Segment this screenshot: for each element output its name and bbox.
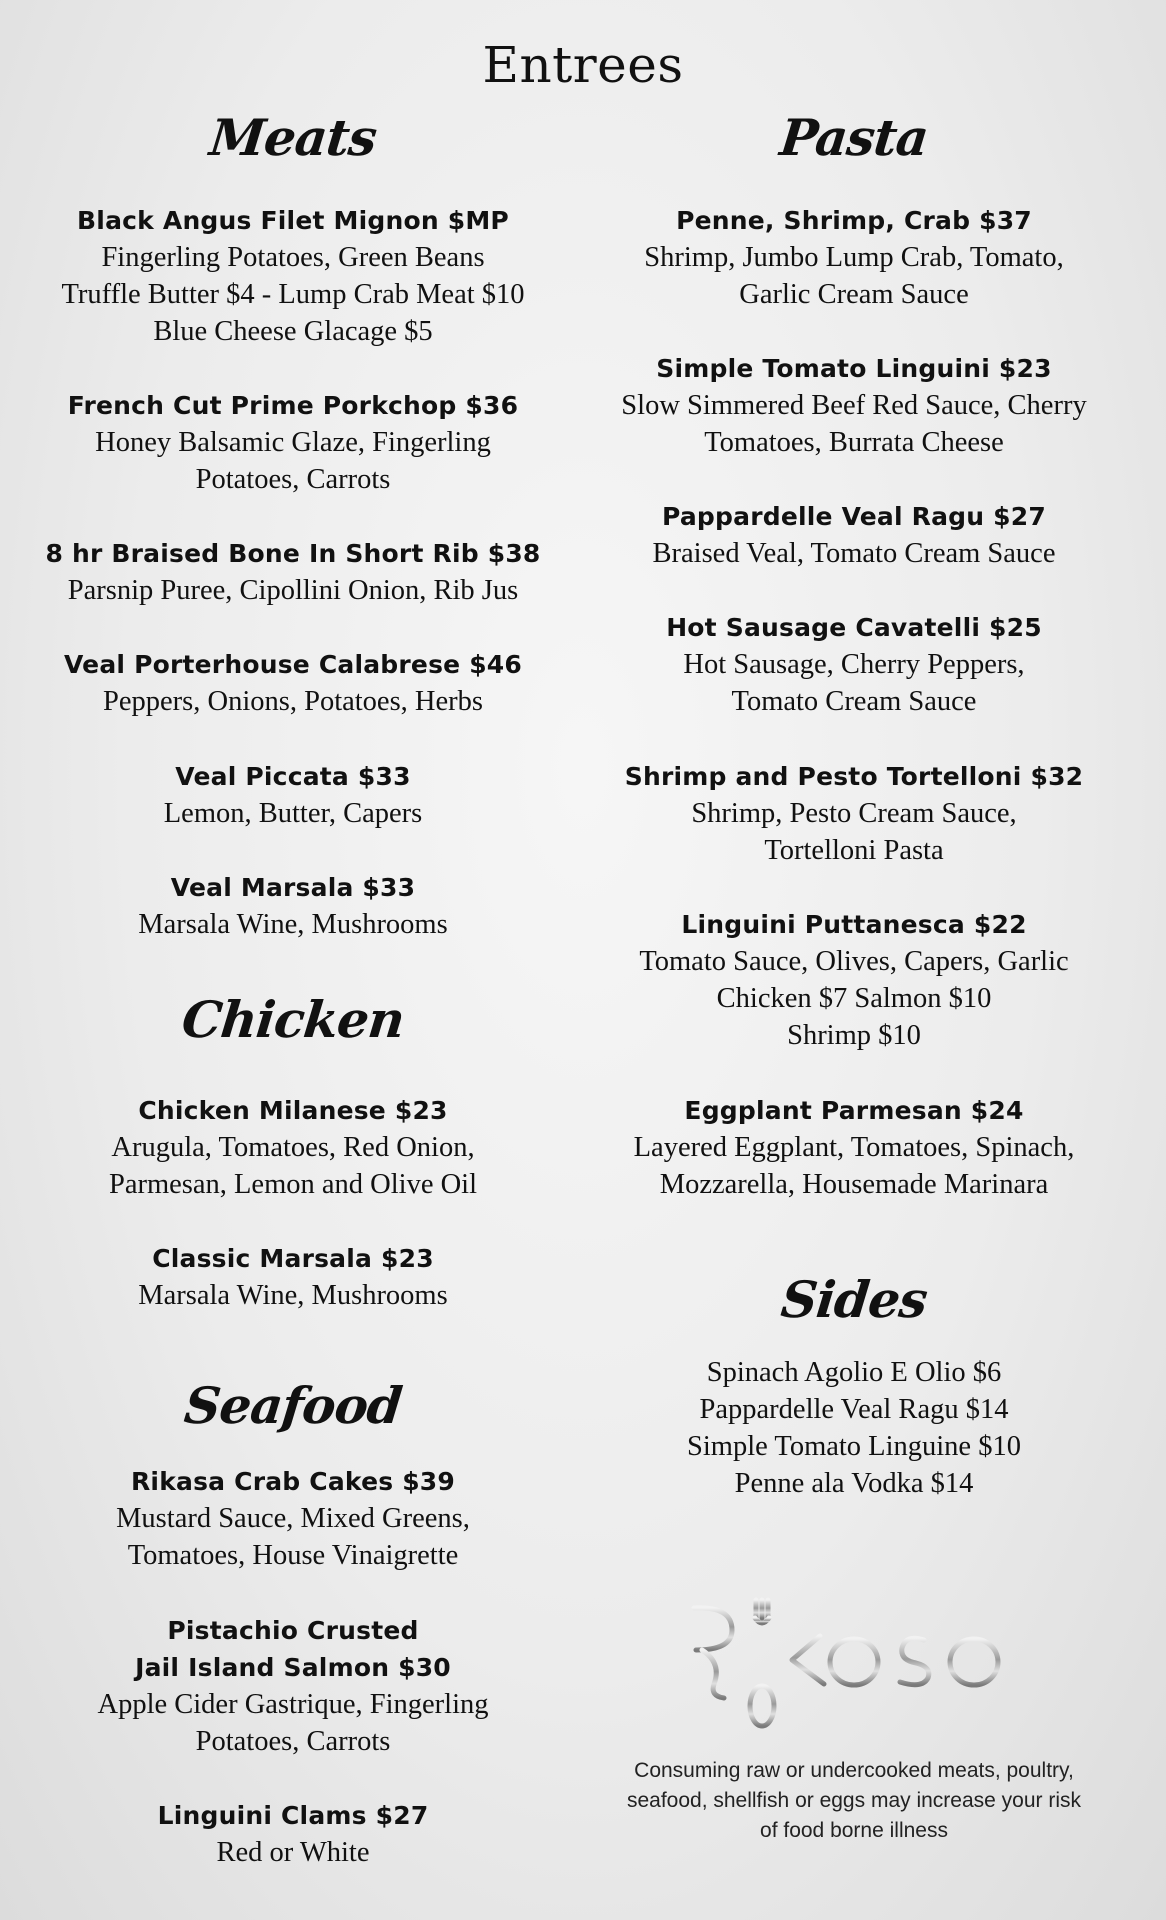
menu-item [584,350,1124,461]
list-item: Pappardelle Veal Ragu $14 [699,1394,1009,1425]
sides-heading: Sides [778,1270,930,1329]
item-desc: Shrimp $10 [787,1020,921,1051]
item-name: Hot Sausage Cavatelli $25 [666,613,1042,642]
item-name: Chicken Milanese $23 [138,1096,448,1125]
item-desc: Chicken $7 Salmon $10 [716,983,992,1014]
item-name: Classic Marsala $23 [152,1244,434,1273]
item-desc: Shrimp, Pesto Cream Sauce, [691,798,1017,829]
rikasa-logo [584,1588,1124,1738]
item-name: Penne, Shrimp, Crab $37 [676,206,1032,235]
menu-item [22,869,564,943]
item-name: Simple Tomato Linguini $23 [656,354,1052,383]
item-desc: Slow Simmered Beef Red Sauce, Cherry [621,390,1087,421]
menu-item [22,758,564,832]
item-name: Veal Porterhouse Calabrese $46 [63,650,522,679]
item-desc: Tomatoes, House Vinaigrette [127,1540,459,1571]
menu-item [22,387,564,498]
menu-item [22,1463,564,1574]
right-column [584,0,1124,1920]
item-name: Rikasa Crab Cakes $39 [130,1467,455,1496]
disclaimer-line: of food borne illness [760,1819,948,1842]
sides-list [584,1354,1124,1502]
item-name: Pistachio Crusted [167,1616,419,1645]
item-desc: Truffle Butter $4 - Lump Crab Meat $10 [61,279,525,310]
item-desc: Blue Cheese Glacage $5 [153,316,433,347]
pasta-heading: Pasta [777,108,931,167]
item-name: French Cut Prime Porkchop $36 [67,391,519,420]
menu-item [584,906,1124,1054]
menu-item [22,202,564,350]
item-desc: Potatoes, Carrots [195,1726,391,1757]
disclaimer-line: seafood, shellfish or eggs may increase your risk [626,1789,1082,1812]
item-name: Veal Piccata $33 [175,762,411,791]
logo-graphic [684,1588,1024,1738]
item-desc: Garlic Cream Sauce [739,279,969,310]
menu-item [22,646,564,720]
list-item: Penne ala Vodka $14 [734,1468,974,1499]
menu-item [584,202,1124,313]
item-desc: Honey Balsamic Glaze, Fingerling [95,427,491,458]
item-desc: Mustard Sauce, Mixed Greens, [116,1503,470,1534]
menu-item [22,1612,564,1760]
page-title: Entrees [482,36,684,94]
chicken-heading: Chicken [179,990,407,1049]
item-desc: Braised Veal, Tomato Cream Sauce [652,538,1056,569]
item-desc: Red or White [216,1837,370,1868]
item-name: 8 hr Braised Bone In Short Rib $38 [45,539,541,568]
item-name: Jail Island Salmon $30 [135,1653,451,1682]
item-desc: Tortelloni Pasta [764,835,944,866]
item-desc: Marsala Wine, Mushrooms [138,909,448,940]
item-name: Black Angus Filet Mignon $MP [77,206,509,235]
item-desc: Layered Eggplant, Tomatoes, Spinach, [633,1132,1075,1163]
menu-item [22,1092,564,1203]
item-desc: Peppers, Onions, Potatoes, Herbs [103,686,483,717]
menu-item [584,498,1124,572]
list-item: Simple Tomato Linguine $10 [687,1431,1021,1462]
item-desc: Tomato Cream Sauce [731,686,977,717]
menu-item [22,535,564,609]
meats-heading: Meats [206,108,380,167]
menu-item [22,1797,564,1871]
item-name: Linguini Clams $27 [157,1801,429,1830]
item-desc: Hot Sausage, Cherry Peppers, [683,649,1025,680]
item-desc: Lemon, Butter, Capers [163,798,423,829]
menu-item [22,1240,564,1314]
item-desc: Tomatoes, Burrata Cheese [704,427,1004,458]
item-name: Veal Marsala $33 [170,873,416,902]
item-desc: Parsnip Puree, Cipollini Onion, Rib Jus [67,575,519,606]
seafood-heading: Seafood [181,1376,405,1435]
item-desc: Potatoes, Carrots [195,464,391,495]
menu-item [584,609,1124,720]
item-name: Linguini Puttanesca $22 [681,910,1027,939]
item-desc: Arugula, Tomatoes, Red Onion, [111,1132,475,1163]
left-column [22,0,564,1920]
item-desc: Fingerling Potatoes, Green Beans [101,242,485,273]
item-name: Shrimp and Pesto Tortelloni $32 [624,762,1084,791]
item-desc: Apple Cider Gastrique, Fingerling [97,1689,489,1720]
food-safety-disclaimer [584,1756,1124,1846]
item-desc: Shrimp, Jumbo Lump Crab, Tomato, [644,242,1064,273]
list-item: Spinach Agolio E Olio $6 [706,1357,1002,1388]
item-desc: Mozzarella, Housemade Marinara [659,1169,1049,1200]
menu-item [584,1092,1124,1203]
item-desc: Tomato Sauce, Olives, Capers, Garlic [639,946,1069,977]
item-name: Pappardelle Veal Ragu $27 [662,502,1046,531]
menu-item [584,758,1124,869]
item-desc: Marsala Wine, Mushrooms [138,1280,448,1311]
item-name: Eggplant Parmesan $24 [684,1096,1024,1125]
disclaimer-line: Consuming raw or undercooked meats, poultry, [634,1759,1074,1782]
item-desc: Parmesan, Lemon and Olive Oil [108,1169,478,1200]
